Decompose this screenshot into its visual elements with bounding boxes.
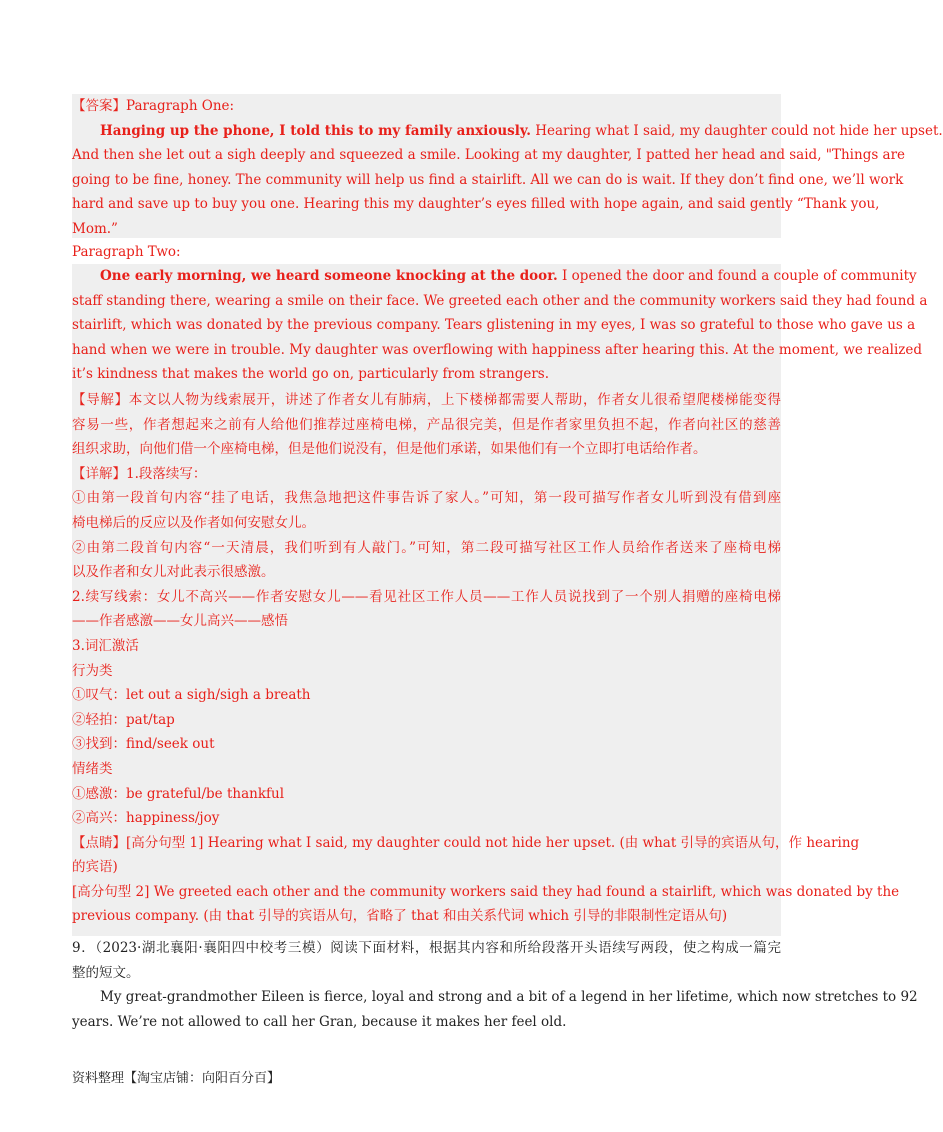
analysis-line-1-text: 本文以人物为线索展开，讲述了作者女儿有肺病，上下楼梯都需要人帮助，作者女儿很希望爬楼梯能变得 (128, 392, 782, 408)
p1-lead-sentence: Hanging up the phone, I told this to my family anxiously. (100, 122, 531, 139)
paragraph-one-heading: Paragraph One: (126, 98, 235, 114)
tips-label: 【点睛】 (72, 834, 126, 851)
paragraph-two-heading: Paragraph Two: (72, 244, 181, 260)
tips-1-line-2: 的宾语) (72, 859, 118, 876)
paragraph-two-heading-row (72, 240, 781, 265)
p1-line-1 (72, 119, 943, 144)
analysis-block (72, 388, 900, 936)
tips-2-line-2: previous company. (由 that 引导的宾语从句，省略了 that 和由关系代词 which 引导的非限制性定语从句) (72, 908, 728, 925)
analysis-line-3: 组织求助，向他们借一个座椅电梯，但是他们说没有，但是他们承诺，如果他们有一个立即打电话给作者。 (72, 441, 707, 458)
detail-s1-b-line-1: ②由第二段首句内容“一天清晨，我们听到有人敲门。”可知，第二段可描写社区工作人员给作者送来了座椅电梯 (72, 539, 781, 556)
p2-line-1-text: I opened the door and found a couple of community (557, 268, 917, 284)
p2-lead-sentence: One early morning, we heard someone knocking at the door. (100, 268, 558, 284)
p1-line-2: And then she let out a sigh deeply and squeezed a smile. Looking at my daughter, I patted her head and said, "Things are (72, 147, 906, 164)
detail-s3-title: 3.词汇激活 (72, 637, 139, 654)
p1-line-3: going to be fine, honey. The community will help us find a stairlift. All we can do is wait. If they don’t find one, we’ll work (72, 171, 904, 188)
vocab-item-1: ①叹气：let out a sigh/sigh a breath (72, 687, 311, 704)
detail-label: 【详解】 (72, 465, 126, 482)
p1-line-1-text: Hearing what I said, my daughter could not hide her upset. (530, 122, 943, 139)
detail-s1-a-line-1: ①由第一段首句内容“挂了电话，我焦急地把这件事告诉了家人。”可知，第一段可描写作者女儿听到没有借到座 (72, 490, 781, 507)
passage-line-1: My great-grandmother Eileen is fierce, loyal and strong and a bit of a legend in her lifetime, which now stretches to 92 (100, 989, 918, 1006)
tips-1-line-1-text: [高分句型 1] Hearing what I said, my daughter could not hide her upset. (由 what 引导的宾语从句，作 hearing (126, 834, 860, 851)
vocab-item-3: ③找到：find/seek out (72, 736, 215, 753)
answer-block (72, 94, 943, 238)
p2-line-5: it’s kindness that makes the world go on, particularly from strangers. (72, 366, 550, 383)
vocab-item-4: ①感激：be grateful/be thankful (72, 785, 285, 802)
analysis-label: 【导解】 (72, 392, 129, 408)
p1-line-4: hard and save up to buy you one. Hearing this my daughter’s eyes filled with hope again, and said gently “Thank you, (72, 196, 880, 213)
paragraph-two-block (72, 264, 928, 388)
passage-line-2: years. We’re not allowed to call her Gran, because it makes her feel old. (72, 1013, 567, 1030)
p2-line-2: staff standing there, wearing a smile on their face. We greeted each other and the community workers said they had found a (72, 292, 928, 309)
analysis-line-1 (72, 388, 781, 413)
vocab-category-emotion: 情绪类 (72, 760, 113, 777)
tips-2-line-1: [高分句型 2] We greeted each other and the community workers said they had found a stairlift, which was donated by the (72, 883, 900, 900)
detail-s2-line-1: 2.续写线索：女儿不高兴——作者安慰女儿——看见社区工作人员——工作人员说找到了一个别人捐赠的座椅电梯 (72, 588, 781, 605)
analysis-line-2: 容易一些，作者想起来之前有人给他们推荐过座椅电梯，产品很完美，但是作者家里负担不起，作者向社区的慈善 (72, 416, 781, 433)
vocab-category-behavior: 行为类 (72, 662, 113, 679)
detail-s2-line-2: ——作者感激——女儿高兴——感悟 (72, 613, 288, 630)
page-footer: 资料整理【淘宝店铺：向阳百分百】 (72, 1071, 281, 1086)
vocab-item-2: ②轻拍：pat/tap (72, 711, 175, 728)
detail-s1-b-line-2: 以及作者和女儿对此表示很感激。 (72, 564, 275, 581)
vocab-item-5: ②高兴：happiness/joy (72, 810, 220, 827)
tips-line-1 (72, 831, 860, 856)
detail-s1-a-line-2: 椅电梯后的反应以及作者如何安慰女儿。 (72, 514, 315, 531)
p2-line-4: hand when we were in trouble. My daughter was overflowing with happiness after hearing this. At the moment, we realized (72, 341, 923, 358)
p2-line-1 (72, 264, 917, 289)
p2-line-3: stairlift, which was donated by the previous company. Tears glistening in my eyes, I was so grateful to those who gave us a (72, 317, 916, 334)
question-9-line-1: 9．（2023·湖北襄阳·襄阳四中校考三模）阅读下面材料，根据其内容和所给段落开头语续写两段，使之构成一篇完 (72, 940, 781, 956)
answer-label-line (72, 94, 781, 119)
p1-line-5: Mom.” (72, 220, 118, 237)
question-9 (72, 936, 918, 1034)
detail-title-line (72, 462, 781, 487)
question-9-line-2: 整的短文。 (72, 964, 140, 981)
answer-label: 【答案】 (72, 98, 126, 114)
detail-section-1-title: 1.段落续写： (126, 465, 207, 482)
